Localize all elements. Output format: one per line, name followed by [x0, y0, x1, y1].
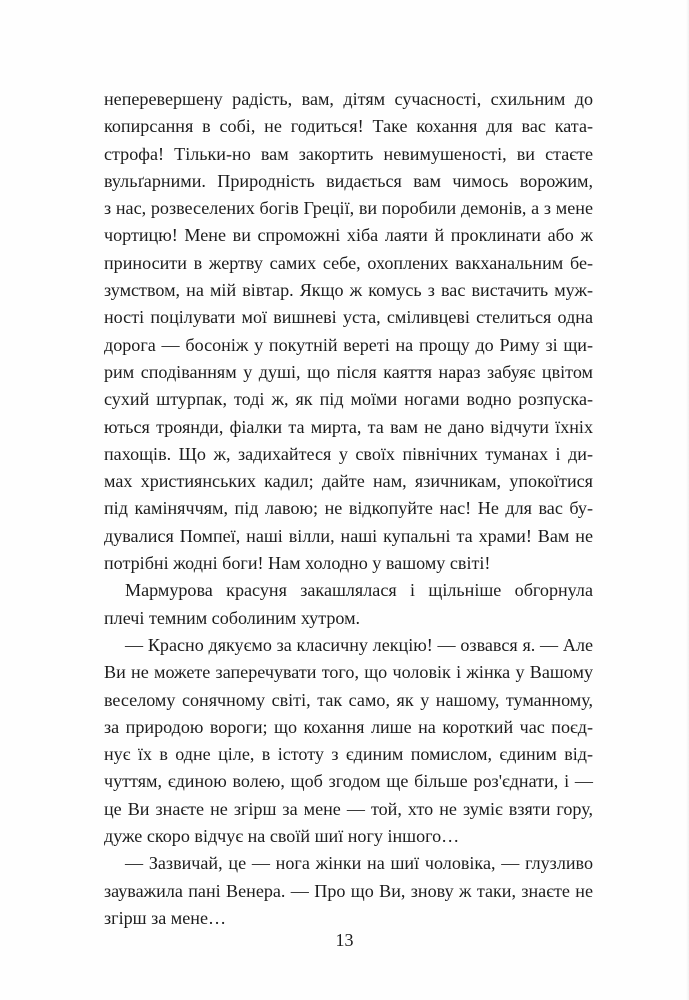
text-line: чортицю! Мене ви спроможні хіба лаяти й проклинати або ж: [104, 225, 593, 246]
text-line: зауважила пані Венера. — Про що Ви, знову ж таки, знаєте не: [104, 880, 593, 901]
text-line: зумством, на мій вівтар. Якщо ж комусь з вас вистачить муж-: [104, 280, 593, 301]
text-line: пахощів. Що ж, задихайтеся у своїх північних туманах і ди-: [104, 443, 593, 464]
text-line: — Красно дякуємо за класичну лекцію! — озвався я. — Але: [125, 634, 593, 655]
text-line: дуже скоро відчує на своїй шиї ногу іншого…: [104, 826, 460, 847]
text-line: за природою вороги; що кохання лише на короткий час поєд-: [104, 716, 593, 737]
text-line: під каміняччям, під лавою; не відкопуйте нас! Не для вас бу-: [104, 498, 593, 519]
text-line: — Зазвичай, це — нога жінки на шиї чоловіка, — глузливо: [125, 853, 593, 874]
text-line: строфа! Тільки-но вам закортить невимушеності, ви стаєте: [104, 143, 593, 164]
text-line: приносити в жертву самих себе, охоплених вакханальним бе-: [104, 252, 593, 273]
text-line: це Ви знаєте не згірш за мене — той, хто не зуміє взяти гору,: [104, 798, 593, 819]
text-line: потрібні жодні боги! Нам холодно у вашому світі!: [104, 553, 491, 574]
text-line: згірш за мене…: [104, 907, 227, 928]
text-line: плечі темним соболиним хутром.: [104, 607, 361, 628]
text-line: чуттям, єдиною волею, щоб згодом ще більше роз'єднати, і —: [104, 771, 593, 792]
text-line: копирсання в собі, не годиться! Таке кохання для вас ката-: [104, 116, 593, 137]
text-line: рим сподіванням у душі, що після каяття нараз забуяє цвітом: [104, 361, 593, 382]
text-line: нує їх в одне ціле, в істоту з єдиним помислом, єдиним від-: [104, 744, 593, 765]
text-line: Ви не можете заперечувати того, що чоловік і жінка у Вашому: [104, 662, 593, 683]
text-line: вульґарними. Природність видається вам чимось ворожим,: [104, 170, 593, 191]
text-line: з нас, розвеселених богів Греції, ви поробили демонів, а з мене: [104, 198, 593, 219]
text-line: дорога — босоніж у покутній вереті на прощу до Риму зі щи-: [104, 334, 593, 355]
text-line: неперевершену радість, вам, дітям сучасності, схильним до: [104, 89, 593, 109]
text-line: ності поцілувати мої вишневі уста, сміливцеві стелиться одна: [104, 307, 593, 328]
body-text: [104, 86, 593, 932]
text-line: дувалися Помпеї, наші вілли, наші купальні та храми! Вам не: [104, 525, 593, 546]
text-line: мах християнських кадил; дайте нам, язичникам, упокоїтися: [104, 471, 593, 492]
text-line: ються троянди, фіалки та мирта, та вам не дано відчути їхніх: [104, 416, 593, 437]
text-line: веселому сонячному світі, так само, як у нашому, туманному,: [104, 689, 593, 710]
page-number: 13: [335, 930, 354, 950]
text-line: сухий штурпак, тоді ж, як під моїми ногами водно розпуска-: [104, 389, 593, 410]
text-line: Мармурова красуня закашлялася і щільніше обгорнула: [125, 580, 593, 601]
